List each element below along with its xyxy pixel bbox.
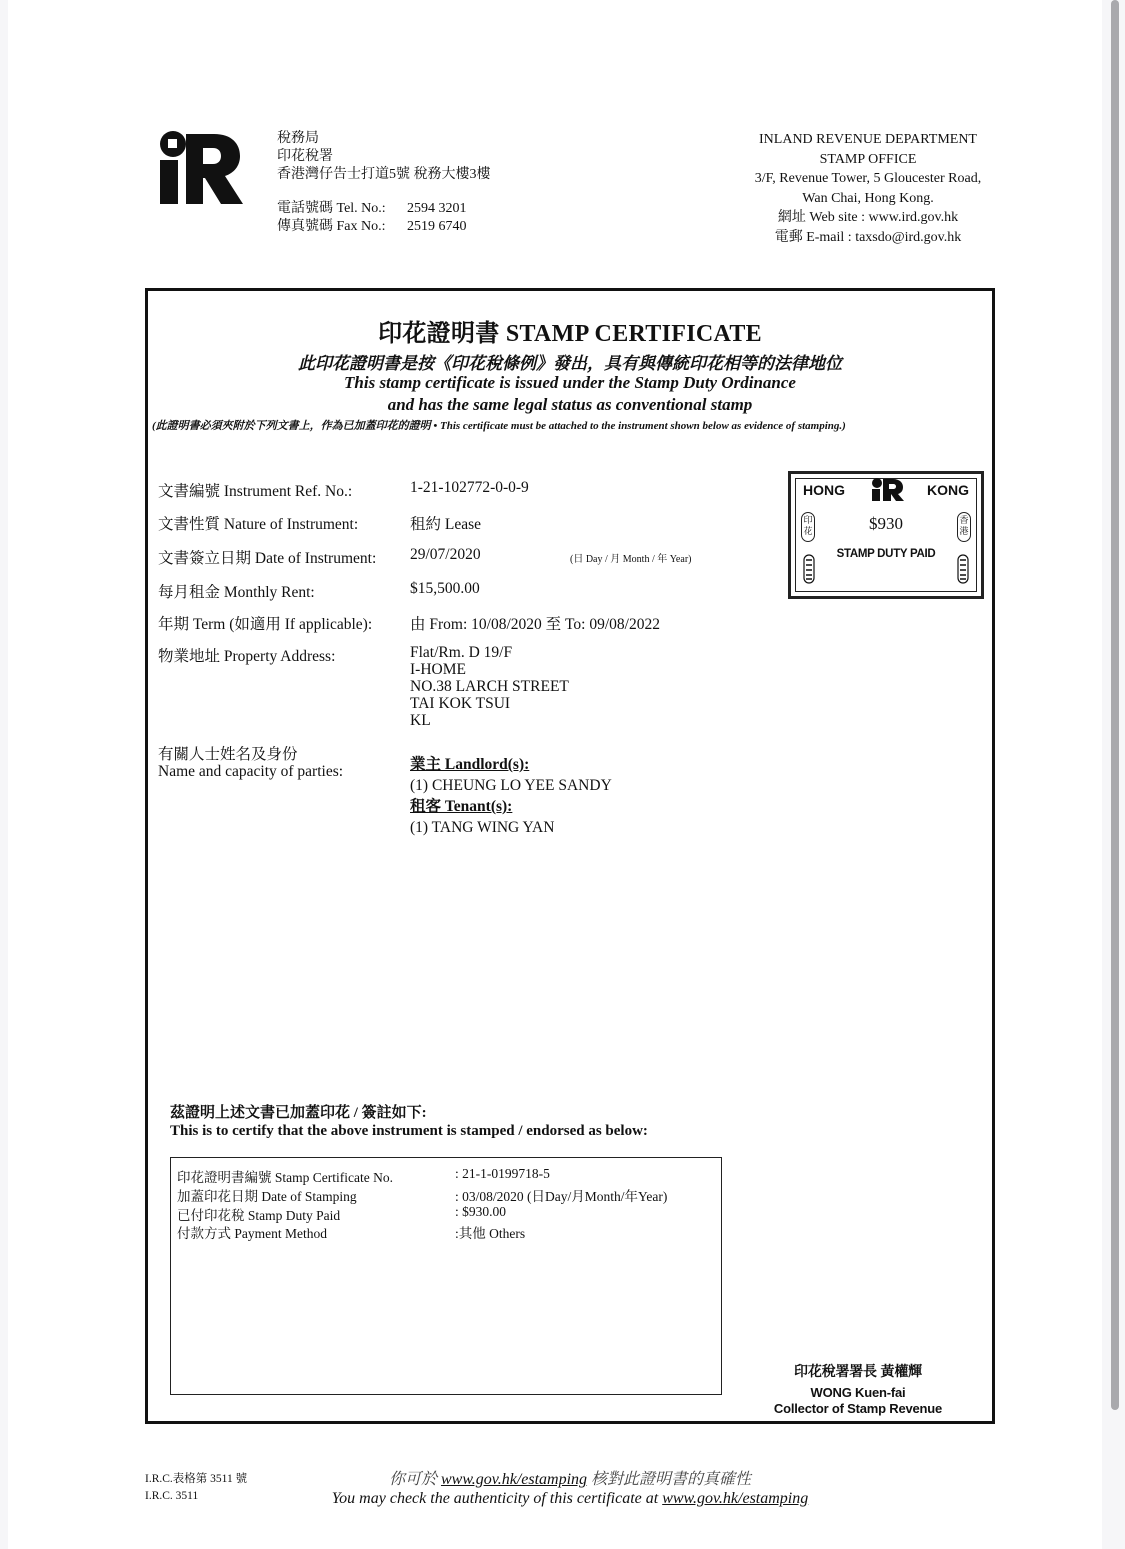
scrollbar[interactable]: [1111, 0, 1119, 1410]
verify-link-zh[interactable]: www.gov.hk/estamping: [440, 1471, 588, 1488]
parties-label: [158, 746, 343, 780]
cert-no-row: [177, 1166, 550, 1186]
ref-label: 文書編號 Instrument Ref. No.:: [158, 483, 353, 500]
certify-en: This is to certify that the above instrument is stamped / endorsed as below:: [170, 1123, 648, 1139]
address-line: TAI KOK TSUI: [410, 695, 511, 712]
verify-zh-post: 核對此證明書的真確性: [587, 1471, 752, 1488]
office-name-zh: 印花稅署: [277, 149, 333, 164]
header-right: [708, 130, 1028, 247]
stamp-seal-left: 印花: [801, 512, 815, 542]
stamping-date-row: [177, 1185, 668, 1205]
nature-value: 租約 Lease: [410, 516, 482, 533]
stamping-date-value: : 03/08/2020 (日Day/月Month/年Year): [455, 1189, 668, 1204]
attach-note: (此證明書必須夾附於下列文書上，作為已加蓋印花的證明 • This certificate must be attached to the instrument shown below as evidence of stamping.): [152, 420, 846, 432]
address-line: I-HOME: [410, 661, 466, 678]
fax-value: 2519 6740: [407, 219, 467, 234]
tel-value: 2594 3201: [407, 201, 467, 216]
cert-no-label: 印花證明書編號 Stamp Certificate No.: [177, 1170, 393, 1185]
payment-method-label: 付款方式 Payment Method: [177, 1226, 327, 1241]
website: 網址 Web site : www.ird.gov.hk: [777, 210, 959, 225]
verify-line-en: [240, 1490, 900, 1508]
fax-line: [277, 218, 491, 236]
certificate-title: 印花證明書 STAMP CERTIFICATE: [378, 321, 762, 347]
stamp-hong: HONG: [803, 482, 845, 498]
tel-label: 電話號碼 Tel. No.:: [277, 201, 386, 216]
verify-en-pre: You may check the authenticity of this certificate at: [331, 1490, 663, 1507]
rent-label: 每月租金 Monthly Rent:: [158, 584, 315, 601]
stamping-details-box: [170, 1157, 722, 1395]
ref-value: 1-21-102772-0-0-9: [410, 479, 529, 496]
rent-value: $15,500.00: [410, 580, 480, 597]
stamp-paid-label: STAMP DUTY PAID: [836, 548, 936, 560]
address-line: NO.38 LARCH STREET: [410, 678, 569, 695]
date-label: 文書簽立日期 Date of Instrument:: [158, 550, 377, 567]
parties-label-zh: 有關人士姓名及身份: [158, 746, 298, 763]
verify-line-zh: [240, 1466, 900, 1489]
fax-label: 傳真號碼 Fax No.:: [277, 219, 386, 234]
address-en-1: 3/F, Revenue Tower, 5 Gloucester Road,: [754, 171, 982, 186]
address-zh: 香港灣仔告士打道5號 稅務大樓3樓: [277, 167, 491, 182]
nature-label: 文書性質 Nature of Instrument:: [158, 516, 359, 533]
header-left: [277, 130, 491, 236]
address-line: Flat/Rm. D 19/F: [410, 644, 513, 661]
address-block: [410, 644, 569, 729]
landlord-name: (1) CHEUNG LO YEE SANDY: [410, 777, 612, 794]
duty-paid-value: : $930.00: [455, 1204, 507, 1219]
payment-method-row: [177, 1222, 526, 1242]
ird-logo: [158, 130, 244, 206]
stamp-seal-right: 香港: [957, 512, 971, 542]
stamp-ornament-right: [957, 554, 969, 584]
form-number-zh: I.R.C.表格第 3511 號: [145, 1473, 248, 1485]
dept-name-zh: 稅務局: [277, 131, 319, 146]
landlord-heading: 業主 Landlord(s):: [410, 756, 530, 773]
signer-title-zh: 印花稅署署長 黃權輝: [794, 1363, 922, 1379]
dept-name-en: INLAND REVENUE DEPARTMENT: [759, 132, 977, 147]
certify-zh: 茲證明上述文書已加蓋印花 / 簽註如下:: [170, 1105, 427, 1121]
parties-block: [410, 754, 612, 838]
certificate-frame: [145, 288, 995, 1424]
address-label: 物業地址 Property Address:: [158, 648, 336, 665]
term-label: 年期 Term (如適用 If applicable):: [158, 616, 373, 633]
stamp-ird-logo: [871, 478, 905, 502]
tel-line: [277, 200, 491, 218]
date-format-note: (日 Day / 月 Month / 年 Year): [570, 554, 692, 565]
term-value: 由 From: 10/08/2020 至 To: 09/08/2022: [410, 616, 660, 633]
office-name-en: STAMP OFFICE: [819, 151, 917, 167]
parties-label-en: Name and capacity of parties:: [158, 763, 344, 780]
duty-paid-label: 已付印花稅 Stamp Duty Paid: [177, 1208, 341, 1223]
subtitle-en-1: This stamp certificate is issued under the Stamp Duty Ordinance: [344, 373, 796, 392]
email: 電郵 E-mail : taxsdo@ird.gov.hk: [774, 229, 962, 245]
tenant-name: (1) TANG WING YAN: [410, 819, 555, 836]
form-number-en: I.R.C. 3511: [145, 1490, 199, 1502]
address-en-2: Wan Chai, Hong Kong.: [802, 190, 934, 206]
subtitle-zh: 此印花證明書是按《印花稅條例》發出，具有與傳統印花相等的法律地位: [298, 354, 842, 373]
verify-zh-pre: 你可於: [388, 1471, 441, 1488]
signer-title-en: Collector of Stamp Revenue: [773, 1401, 943, 1416]
stamp-amount: $930: [869, 514, 903, 533]
signer-name: WONG Kuen-fai: [810, 1385, 906, 1400]
cert-no-value: : 21-1-0199718-5: [455, 1166, 550, 1181]
stamp-duty-paid-stamp: [788, 471, 984, 599]
duty-paid-row: [177, 1204, 507, 1224]
tenant-heading: 租客 Tenant(s):: [410, 798, 513, 815]
stamp-kong: KONG: [927, 482, 969, 498]
stamping-date-label: 加蓋印花日期 Date of Stamping: [177, 1189, 357, 1204]
address-line: KL: [410, 712, 431, 729]
payment-method-value: :其他 Others: [455, 1226, 526, 1241]
verify-link-en[interactable]: www.gov.hk/estamping: [662, 1490, 809, 1507]
subtitle-en-2: and has the same legal status as conventional stamp: [387, 395, 753, 414]
stamp-ornament-left: [803, 554, 815, 584]
date-value: 29/07/2020: [410, 546, 481, 563]
